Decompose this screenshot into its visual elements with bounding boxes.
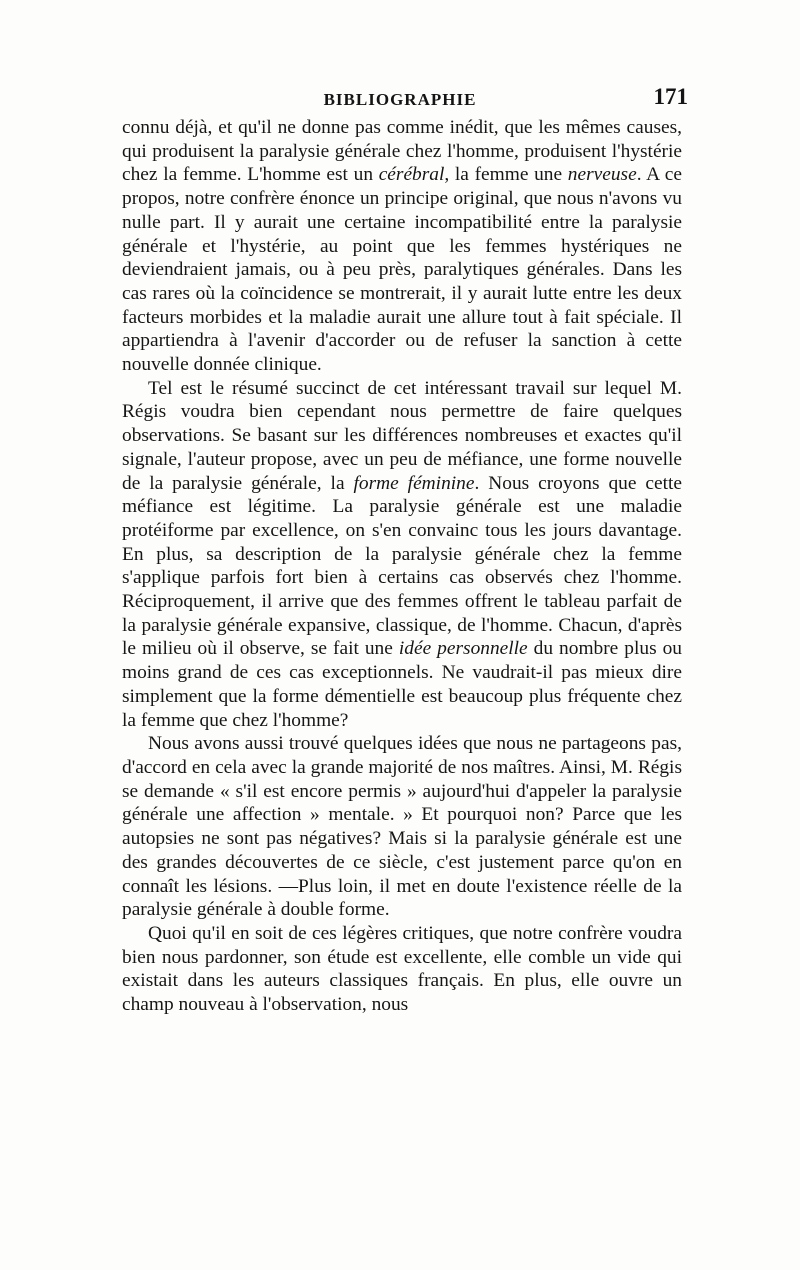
page-number: 171 [653,84,688,109]
page-header [120,84,688,120]
running-head: BIBLIOGRAPHIE [323,90,477,109]
body-text [122,116,682,1017]
paragraph: Quoi qu'il en soit de ces légères critiques, que notre confrère voudra bien nous pardonner, son étude est excellente, elle comble un vide qui existait dans les auteurs classiques français. En plus, elle ouvre un champ nouveau à l'observation, nous [122,922,682,1016]
paragraph: connu déjà, et qu'il ne donne pas comme inédit, que les mêmes causes, qui produisent la paralysie générale chez l'homme, produisent l'hystérie chez la femme. L'homme est un cérébral, la femme une nerveuse. A ce propos, notre confrère énonce un principe original, que nous n'avons vu nulle part. Il y aurait une certaine incompatibilité entre la paralysie générale et l'hystérie, au point que les femmes hystériques ne deviendraient jamais, ou à peu près, paralytiques générales. Dans les cas rares où la coïncidence se montrerait, il y aurait lutte entre les deux facteurs morbides et la maladie aurait une allure tout à fait spéciale. Il appartiendra à l'avenir d'accorder ou de refuser la sanction à cette nouvelle donnée clinique. [122,117,682,376]
paragraph: Nous avons aussi trouvé quelques idées que nous ne partageons pas, d'accord en cela avec la grande majorité de nos maîtres. Ainsi, M. Régis se demande « s'il est encore permis » aujourd'hui d'appeler la paralysie générale une affection » mentale. » Et pourquoi non? Parce que les autopsies ne sont pas négatives? Mais si la paralysie générale est une des grandes découvertes de ce siècle, c'est justement parce qu'on en connaît les lésions. —Plus loin, il met en doute l'existence réelle de la paralysie générale à double forme. [122,733,682,921]
paragraph: Tel est le résumé succinct de cet intéressant travail sur lequel M. Régis voudra bien cependant nous permettre de faire quelques observations. Se basant sur les différences nombreuses et exactes qu'il signale, l'auteur propose, avec un peu de méfiance, une forme nouvelle de la paralysie générale, la forme féminine. Nous croyons que cette méfiance est légitime. La paralysie générale est une maladie protéiforme par excellence, on s'en convainc tous les jours davantage. En plus, sa description de la paralysie générale chez la femme s'applique parfois fort bien à certains cas observés chez l'homme. Réciproquement, il arrive que des femmes offrent le tableau parfait de la paralysie générale expansive, classique, de l'homme. Chacun, d'après le milieu où il observe, se fait une idée personnelle du nombre plus ou moins grand de ces cas exceptionnels. Ne vaudrait-il pas mieux dire simplement que la forme démentielle est beaucoup plus fréquente chez la femme que chez l'homme? [122,377,683,731]
